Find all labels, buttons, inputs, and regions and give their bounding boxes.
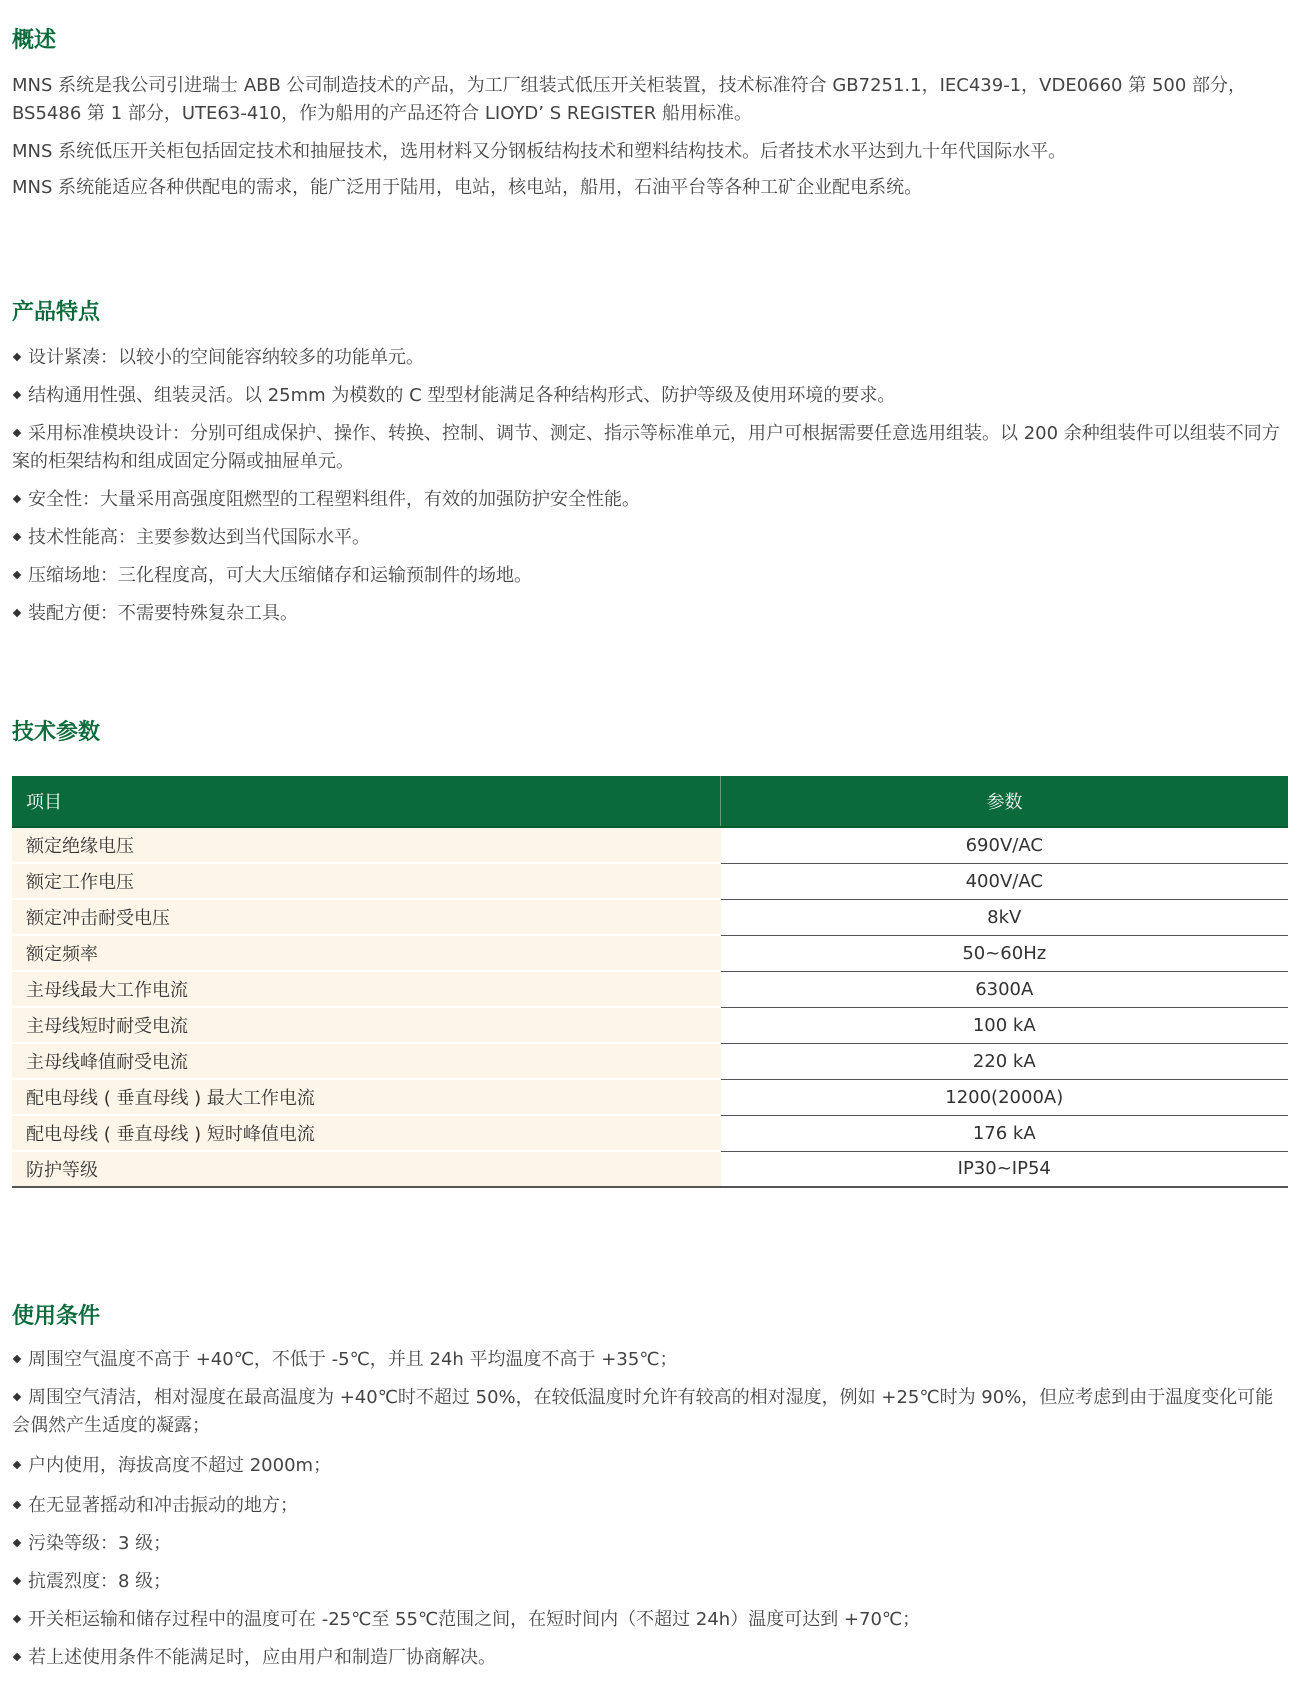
feature-text: 技术性能高：主要参数达到当代国际水平。: [28, 527, 370, 548]
row-item: 主母线最大工作电流: [12, 971, 721, 1007]
condition-item: [12, 1452, 1288, 1480]
features-title: 产品特点: [12, 300, 101, 325]
row-value: 176 kA: [721, 1115, 1289, 1151]
overview-paragraph-1: MNS 系统是我公司引进瑞士 ABB 公司制造技术的产品，为工厂组装式低压开关柜装置，技术标准符合 GB7251.1，IEC439-1，VDE0660 第 500 部分，BS5486 第 1 部分，UTE63-410，作为船用的产品还符合 LIOYD’ S REGISTER 船用标准。: [12, 75, 1247, 124]
row-item: 额定绝缘电压: [12, 827, 721, 863]
row-item: 主母线短时耐受电流: [12, 1007, 721, 1043]
bullet-icon: [13, 1392, 21, 1400]
table-header-row: [12, 776, 1288, 827]
condition-item: [12, 1606, 1288, 1634]
row-value: 6300A: [721, 971, 1289, 1007]
table-row: [12, 1151, 1288, 1187]
bullet-icon: [13, 570, 21, 578]
row-item: 防护等级: [12, 1151, 721, 1187]
feature-text: 采用标准模块设计：分别可组成保护、操作、转换、控制、调节、测定、指示等标准单元，用户可根据需要任意选用组装。以 200 余种组装件可以组装不同方案的柜架结构和组成固定分隔或抽屉单元。: [12, 423, 1280, 472]
bullet-icon: [13, 608, 21, 616]
row-value: 400V/AC: [721, 863, 1289, 899]
bullet-icon: [13, 1652, 21, 1660]
row-item: 配电母线 ( 垂直母线 ) 短时峰值电流: [12, 1115, 721, 1151]
bullet-icon: [13, 352, 21, 360]
condition-text: 户内使用，海拔高度不超过 2000m；: [28, 1455, 332, 1476]
feature-item: [12, 524, 1288, 552]
bullet-icon: [13, 532, 21, 540]
row-item: 配电母线 ( 垂直母线 ) 最大工作电流: [12, 1079, 721, 1115]
condition-item: [12, 1492, 1288, 1520]
row-value: 50~60Hz: [721, 935, 1289, 971]
table-row: [12, 935, 1288, 971]
condition-text: 周围空气清洁，相对湿度在最高温度为 +40℃时不超过 50%，在较低温度时允许有较高的相对湿度，例如 +25℃时为 90%，但应考虑到由于温度变化可能会偶然产生适度的凝露；: [12, 1387, 1274, 1436]
bullet-icon: [13, 428, 21, 436]
condition-text: 若上述使用条件不能满足时，应由用户和制造厂协商解决。: [28, 1647, 496, 1668]
condition-text: 抗震烈度：8 级；: [28, 1571, 172, 1592]
row-item: 额定工作电压: [12, 863, 721, 899]
bullet-icon: [13, 1500, 21, 1508]
tech-params-table: [12, 776, 1288, 1188]
feature-text: 压缩场地：三化程度高，可大大压缩储存和运输预制件的场地。: [28, 565, 532, 586]
condition-item: [12, 1530, 1288, 1558]
condition-item: [12, 1346, 1288, 1374]
condition-item: [12, 1568, 1288, 1596]
bullet-icon: [13, 1614, 21, 1622]
condition-text: 在无显著摇动和冲击振动的地方；: [28, 1495, 298, 1516]
table-row: [12, 863, 1288, 899]
feature-text: 设计紧凑：以较小的空间能容纳较多的功能单元。: [28, 347, 424, 368]
row-value: 690V/AC: [721, 827, 1289, 863]
feature-item: [12, 600, 1288, 628]
header-param: 参数: [721, 776, 1289, 827]
condition-item: [12, 1644, 1288, 1672]
condition-item: [12, 1384, 1288, 1440]
bullet-icon: [13, 1460, 21, 1468]
bullet-icon: [13, 1538, 21, 1546]
feature-text: 装配方便：不需要特殊复杂工具。: [28, 603, 298, 624]
row-value: IP30~IP54: [721, 1151, 1289, 1187]
bullet-icon: [13, 494, 21, 502]
row-value: 100 kA: [721, 1007, 1289, 1043]
table-row: [12, 1079, 1288, 1115]
tech-title: 技术参数: [12, 720, 101, 745]
overview-paragraph-2: MNS 系统低压开关柜包括固定技术和抽屉技术，选用材料又分钢板结构技术和塑料结构技术。后者技术水平达到九十年代国际水平。: [12, 141, 1067, 162]
table-row: [12, 899, 1288, 935]
bullet-icon: [13, 1576, 21, 1584]
table-row: [12, 1043, 1288, 1079]
row-value: 1200(2000A): [721, 1079, 1289, 1115]
row-item: 主母线峰值耐受电流: [12, 1043, 721, 1079]
feature-item: [12, 382, 1288, 410]
table-row: [12, 827, 1288, 863]
feature-text: 结构通用性强、组装灵活。以 25mm 为模数的 C 型型材能满足各种结构形式、防护等级及使用环境的要求。: [28, 385, 896, 406]
bullet-icon: [13, 1354, 21, 1362]
condition-text: 周围空气温度不高于 +40℃，不低于 -5℃，并且 24h 平均温度不高于 +35℃；: [28, 1349, 678, 1370]
table-row: [12, 1115, 1288, 1151]
feature-item: [12, 344, 1288, 372]
table-row: [12, 1007, 1288, 1043]
feature-item: [12, 486, 1288, 514]
bullet-icon: [13, 390, 21, 398]
feature-item: [12, 420, 1288, 476]
feature-text: 安全性：大量采用高强度阻燃型的工程塑料组件，有效的加强防护安全性能。: [28, 489, 640, 510]
row-item: 额定频率: [12, 935, 721, 971]
condition-text: 污染等级：3 级；: [28, 1533, 172, 1554]
feature-item: [12, 562, 1288, 590]
row-value: 8kV: [721, 899, 1289, 935]
row-value: 220 kA: [721, 1043, 1289, 1079]
conditions-title: 使用条件: [12, 1304, 101, 1329]
overview-paragraph-3: MNS 系统能适应各种供配电的需求，能广泛用于陆用，电站，核电站，船用，石油平台等各种工矿企业配电系统。: [12, 177, 923, 198]
condition-text: 开关柜运输和储存过程中的温度可在 -25℃至 55℃范围之间，在短时间内（不超过 24h）温度可达到 +70℃；: [28, 1609, 921, 1630]
overview-title: 概述: [12, 28, 57, 53]
row-item: 额定冲击耐受电压: [12, 899, 721, 935]
table-row: [12, 971, 1288, 1007]
header-item: 项目: [12, 776, 721, 827]
